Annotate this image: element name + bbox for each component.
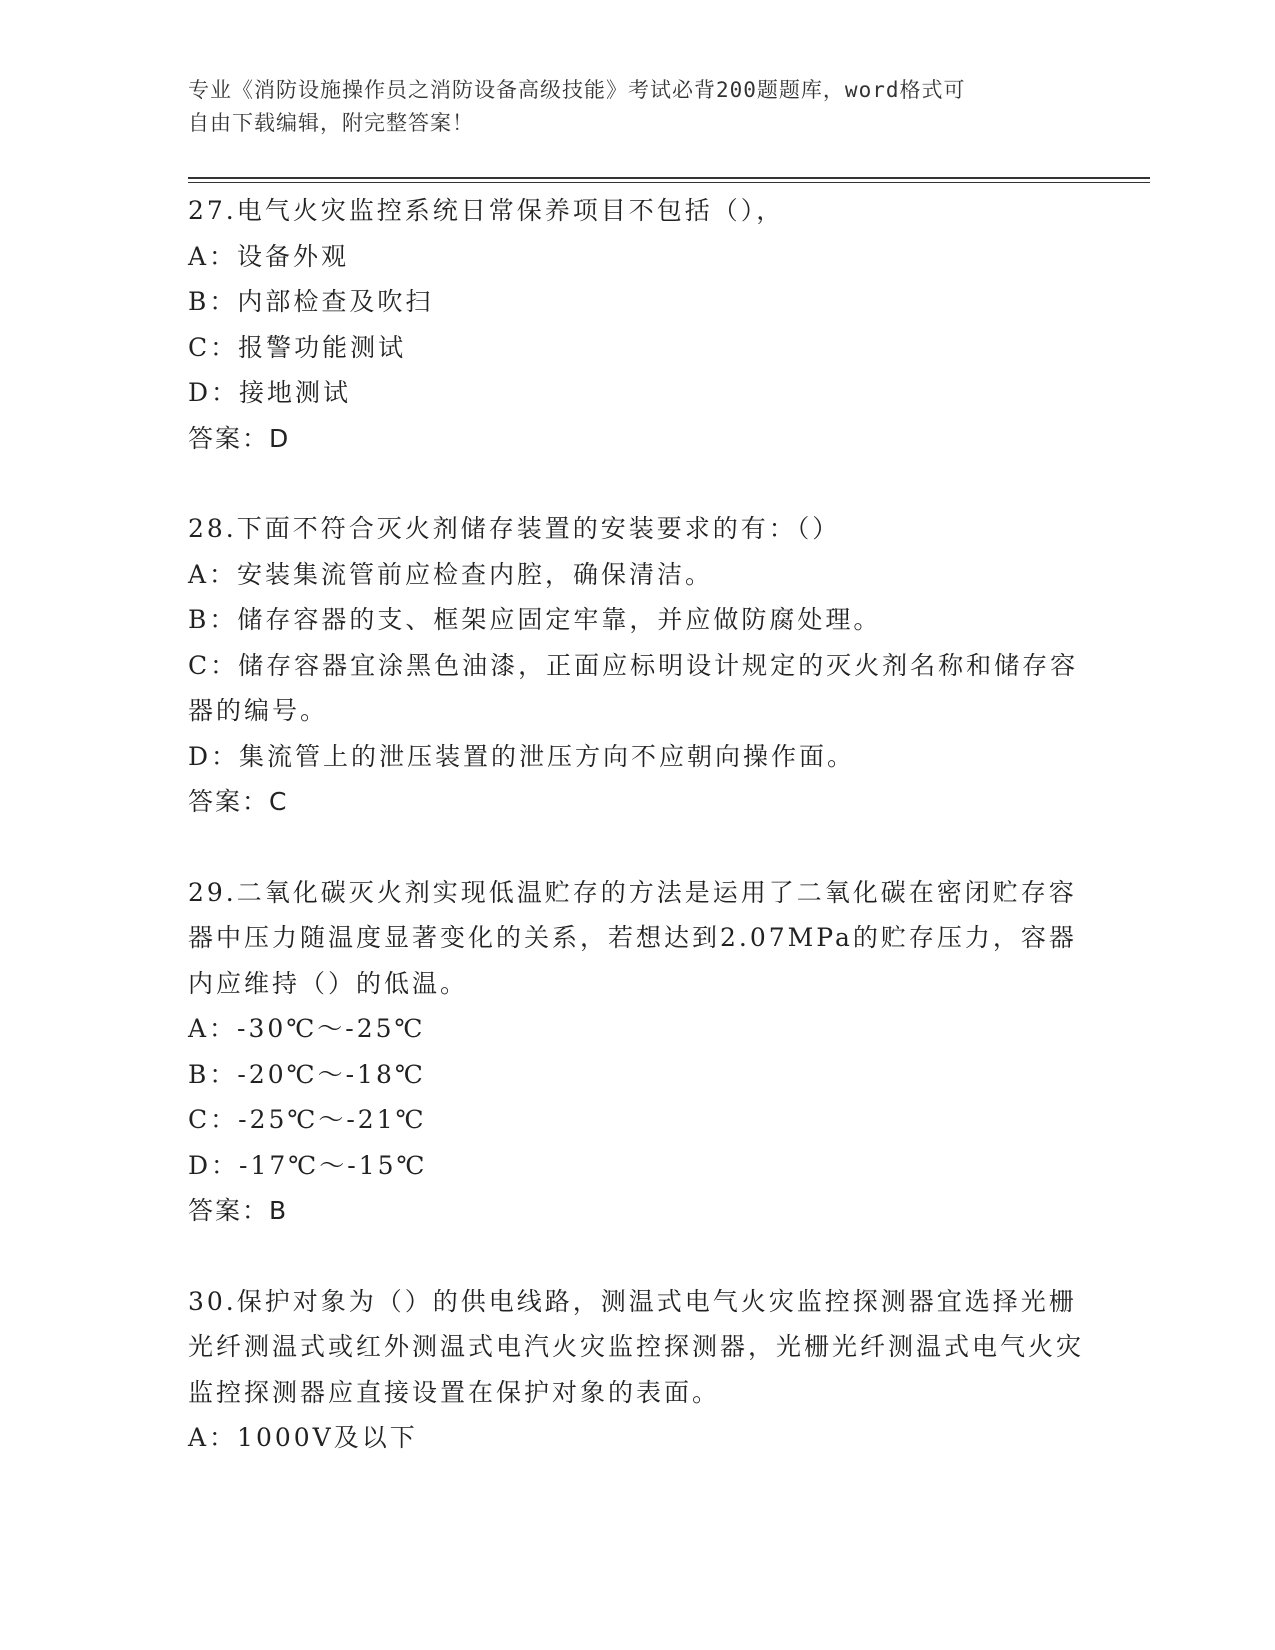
question-27 <box>188 188 1088 461</box>
header-line-2: 自由下载编辑，附完整答案！ <box>188 111 474 135</box>
question-stem: 27.电气火灾监控系统日常保养项目不包括（）， <box>188 196 785 225</box>
question-28 <box>188 506 1088 825</box>
option-a: A：-30℃～-25℃ <box>188 1014 426 1043</box>
option-a: A：1000V及以下 <box>188 1423 418 1452</box>
header-divider-thick <box>188 177 1150 179</box>
header-line-1: 专业《消防设施操作员之消防设备高级技能》考试必背200题题库，word格式可 <box>188 78 966 102</box>
question-stem: 28.下面不符合灭火剂储存装置的安装要求的有：（） <box>188 514 841 543</box>
option-d: D：-17℃～-15℃ <box>188 1150 428 1180</box>
answer: 答案：C <box>188 787 289 816</box>
question-30 <box>188 1279 1088 1461</box>
option-c: C：-25℃～-21℃ <box>188 1105 427 1134</box>
answer: 答案：B <box>188 1196 289 1225</box>
option-b: B：储存容器的支、框架应固定牢靠，并应做防腐处理。 <box>188 605 882 634</box>
question-stem: 29.二氧化碳灭火剂实现低温贮存的方法是运用了二氧化碳在密闭贮存容器中压力随温度显著变化的关系，若想达到2.07MPa的贮存压力，容器内应维持（）的低温。 <box>188 877 1077 998</box>
option-b: B：内部检查及吹扫 <box>188 287 434 316</box>
question-29 <box>188 870 1088 1234</box>
option-a: A：安装集流管前应检查内腔，确保清洁。 <box>188 559 714 589</box>
option-c: C：储存容器宜涂黑色油漆，正面应标明设计规定的灭火剂名称和储存容器的编号。 <box>188 650 1079 725</box>
document-header <box>188 74 1068 140</box>
question-stem: 30.保护对象为（）的供电线路，测温式电气火灾监控探测器宜选择光栅光纤测温式或红外测温式电汽火灾监控探测器，光栅光纤测温式电气火灾监控探测器应直接设置在保护对象的表面。 <box>188 1286 1085 1407</box>
option-d: D：集流管上的泄压装置的泄压方向不应朝向操作面。 <box>188 741 856 771</box>
header-divider-thin <box>188 182 1150 183</box>
option-c: C：报警功能测试 <box>188 332 407 362</box>
option-d: D：接地测试 <box>188 378 352 407</box>
answer: 答案：D <box>188 423 291 453</box>
question-list <box>188 188 1088 1506</box>
option-b: B：-20℃～-18℃ <box>188 1059 426 1089</box>
option-a: A：设备外观 <box>188 241 350 271</box>
